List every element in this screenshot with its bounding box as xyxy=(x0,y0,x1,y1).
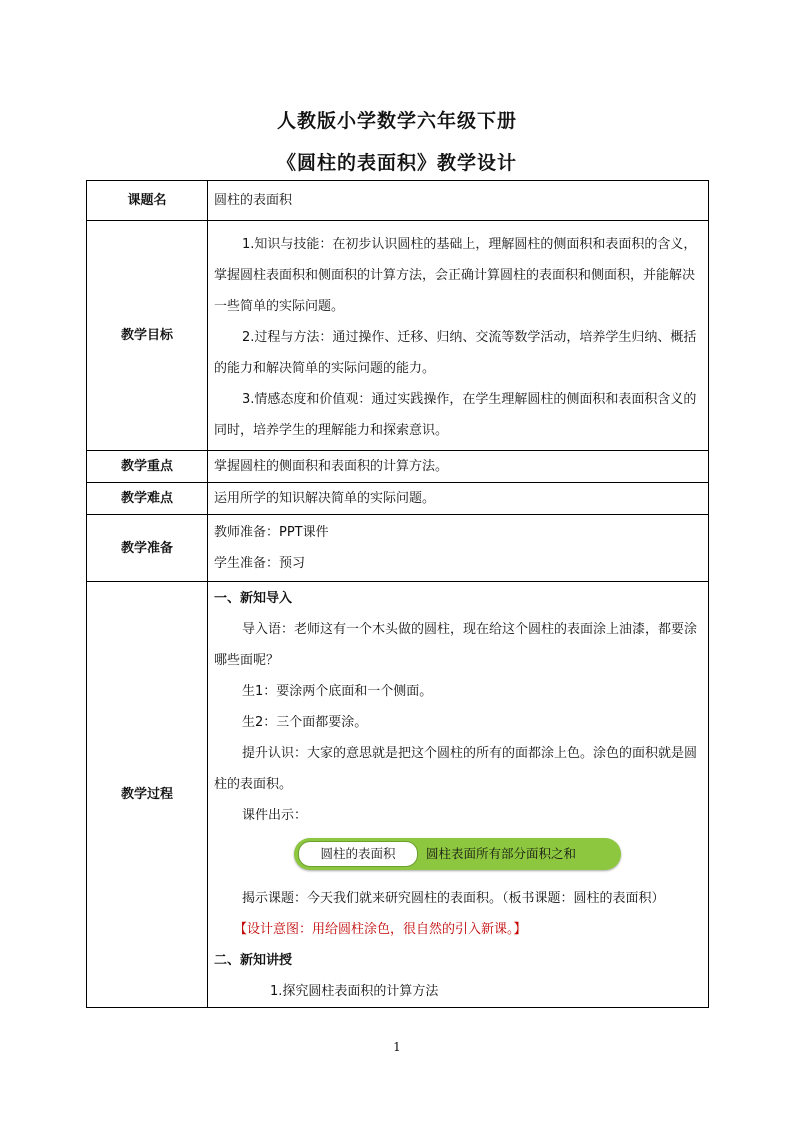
document-title: 人教版小学数学六年级下册 xyxy=(276,110,517,132)
topic-value: 圆柱的表面积 xyxy=(208,181,709,221)
table-row xyxy=(87,515,709,582)
student-answer: 生2：三个面都要涂。 xyxy=(242,715,368,730)
table-row xyxy=(87,483,709,515)
student-answer: 生1：要涂两个底面和一个侧面。 xyxy=(242,684,433,699)
document-subtitle: 《圆柱的表面积》教学设计 xyxy=(276,152,517,174)
process-cell xyxy=(208,582,709,1008)
difficulty-value: 运用所学的知识解决简单的实际问题。 xyxy=(208,483,709,515)
key-point-label: 教学重点 xyxy=(87,451,208,483)
goals-cell xyxy=(208,221,709,451)
preparation-label: 教学准备 xyxy=(87,515,208,582)
goal-item: 2.过程与方法：通过操作、迁移、归纳、交流等数学活动，培养学生归纳、概括的能力和解决简单的实际问题的能力。 xyxy=(214,330,697,376)
topic-label: 课题名 xyxy=(87,181,208,221)
courseware-graphic xyxy=(214,838,702,872)
goal-item: 3.情感态度和价值观：通过实践操作，在学生理解圆柱的侧面积和表面积含义的同时，培养学生的理解能力和探索意识。 xyxy=(214,392,697,438)
lesson-plan-table xyxy=(86,180,709,1008)
process-label: 教学过程 xyxy=(87,582,208,1008)
section-heading: 二、新知讲授 xyxy=(214,953,293,968)
definition-pill xyxy=(294,838,621,870)
goal-item: 1.知识与技能：在初步认识圆柱的基础上，理解圆柱的侧面积和表面积的含义，掌握圆柱表面积和侧面积的计算方法，会正确计算圆柱的表面积和侧面积，并能解决一些简单的实际问题。 xyxy=(214,237,697,314)
section-item: 1.探究圆柱表面积的计算方法 xyxy=(270,984,439,999)
key-point-value: 掌握圆柱的侧面积和表面积的计算方法。 xyxy=(208,451,709,483)
reveal-paragraph: 揭示课题：今天我们就来研究圆柱的表面积。（板书课题：圆柱的表面积） xyxy=(242,891,665,906)
difficulty-label: 教学难点 xyxy=(87,483,208,515)
goals-label: 教学目标 xyxy=(87,221,208,451)
table-row xyxy=(87,582,709,1008)
table-row xyxy=(87,221,709,451)
preparation-cell xyxy=(208,515,709,582)
design-intent: 【设计意图：用给圆柱涂色，很自然的引入新课。】 xyxy=(234,922,527,937)
table-row xyxy=(87,181,709,221)
pill-term: 圆柱的表面积 xyxy=(298,841,418,867)
table-row xyxy=(87,451,709,483)
intro-paragraph: 导入语：老师这有一个木头做的圆柱，现在给这个圆柱的表面涂上油漆，都要涂哪些面呢？ xyxy=(214,622,698,668)
summary-paragraph: 提升认识：大家的意思就是把这个圆柱的所有的面都涂上色。涂色的面积就是圆柱的表面积。 xyxy=(214,746,698,792)
teacher-preparation: 教师准备：PPT课件 xyxy=(214,525,329,540)
page-number: 1 xyxy=(393,1040,401,1054)
pill-definition: 圆柱表面所有部分面积之和 xyxy=(426,846,577,861)
student-preparation: 学生准备：预习 xyxy=(214,556,306,571)
courseware-label: 课件出示： xyxy=(242,808,308,823)
section-heading: 一、新知导入 xyxy=(214,591,293,606)
